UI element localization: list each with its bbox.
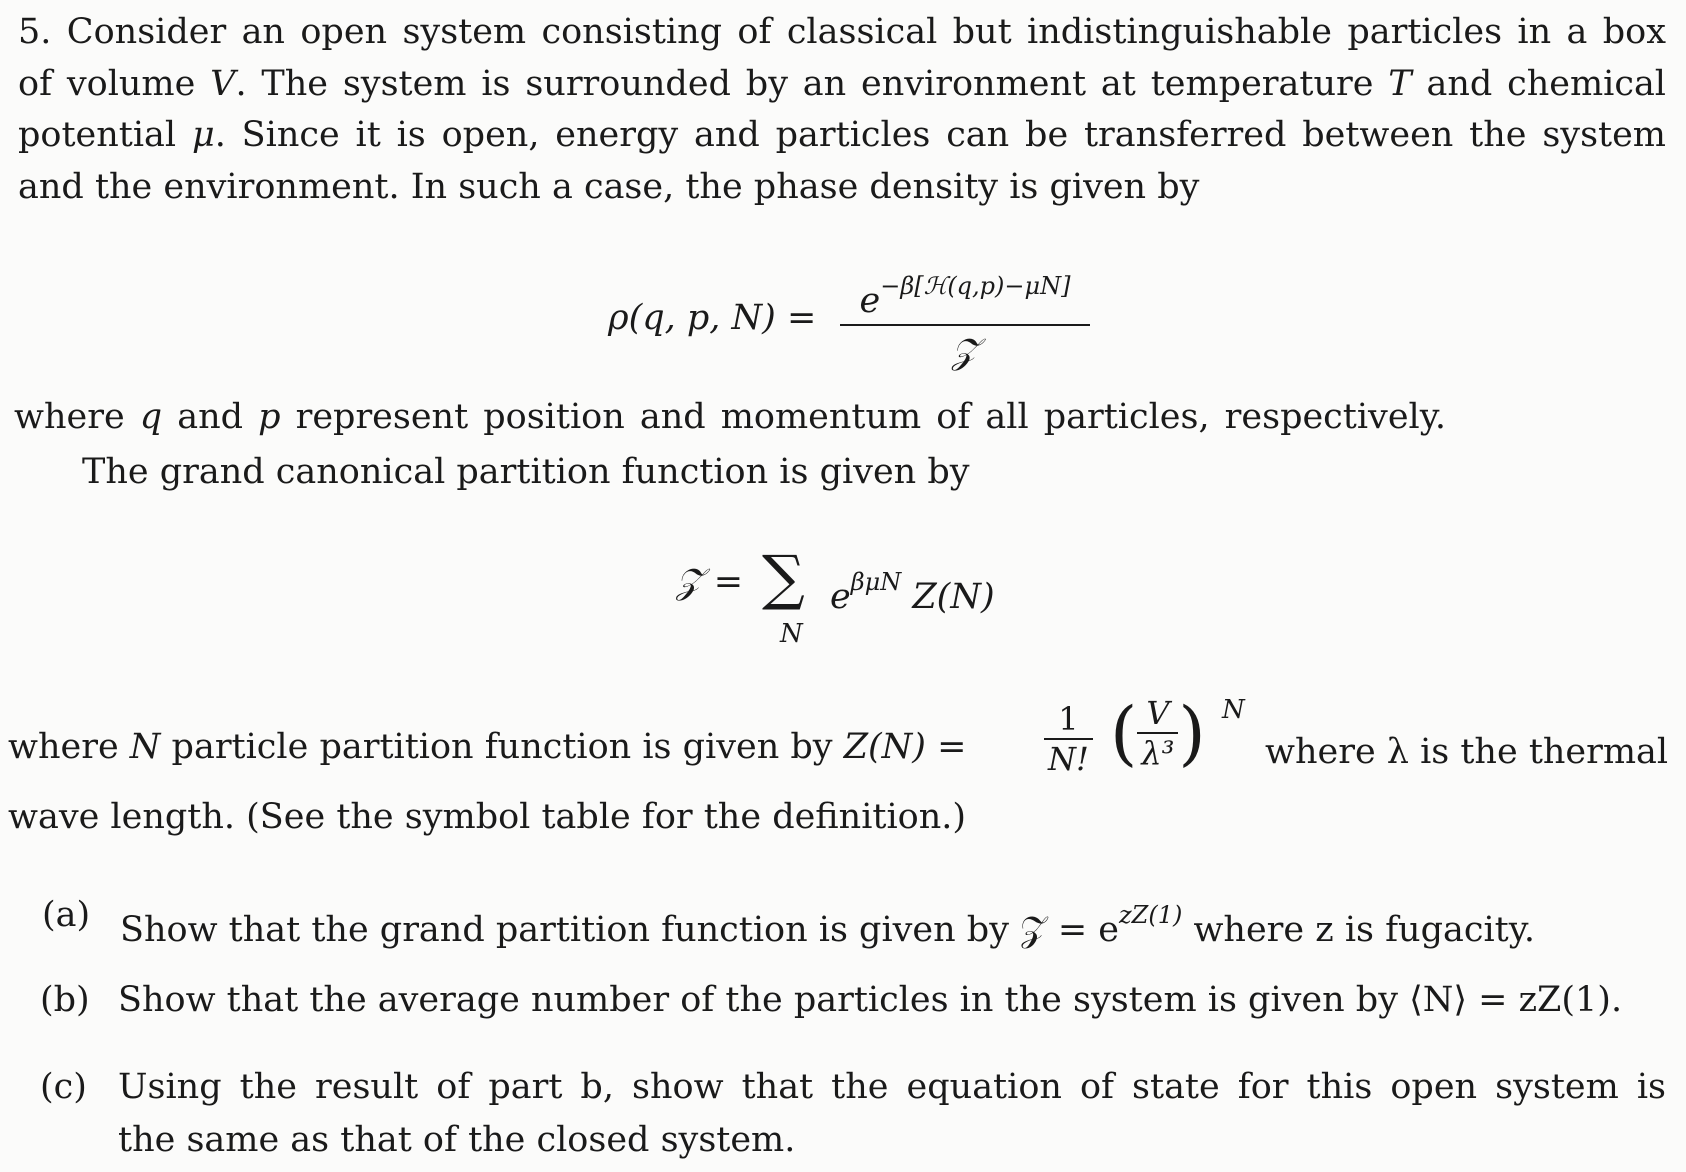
problem-line-5 — [14, 395, 1446, 439]
text: where — [14, 397, 140, 437]
text: where — [8, 727, 130, 767]
fraction-1-over-nfact — [1044, 700, 1093, 778]
text: and chemical — [1411, 64, 1666, 104]
sum-symbol: ∑ — [762, 543, 805, 613]
math-p: p — [258, 397, 281, 437]
part-b-text: Show that the average number of the particles in the system is given by ⟨N⟩ = zZ(1). — [118, 980, 1623, 1020]
problem-number: 5. — [18, 12, 52, 52]
math-t: T — [1388, 64, 1412, 104]
eq1-exponent: −β[ℋ(q,p)−μN] — [880, 272, 1071, 300]
eq1-base: e — [859, 281, 881, 321]
power-n: N — [1222, 695, 1245, 725]
text: particle partition function is given by — [160, 727, 844, 767]
fraction-bar — [840, 324, 1090, 326]
text: . The system is surrounded by an environment at temperature — [235, 64, 1389, 104]
problem-line-3 — [18, 113, 1666, 157]
text: represent position and momentum of all particles, respectively. — [280, 397, 1446, 437]
text: and — [162, 397, 259, 437]
part-c-label: (c) — [40, 1067, 87, 1107]
text: where z is fugacity. — [1182, 910, 1535, 950]
denominator: λ³ — [1141, 734, 1175, 772]
eq1-lhs: ρ(q, p, N) = — [608, 298, 817, 338]
numerator: V — [1137, 694, 1178, 734]
eq2-exponent: βμN — [850, 568, 902, 596]
exponent: zZ(1) — [1119, 901, 1183, 929]
text: of volume — [18, 64, 211, 104]
eq2-base: e — [830, 577, 851, 617]
problem-line-6: The grand canonical partition function is given by — [82, 452, 970, 492]
problem-line-8: wave length. (See the symbol table for the definition.) — [8, 797, 967, 837]
math-zn: Z(N) = — [843, 727, 967, 767]
denominator: N! — [1048, 740, 1089, 778]
text: . Since it is open, energy and particles can be transferred between the system — [214, 115, 1666, 155]
eq2-rhs: Z(N) — [912, 577, 995, 617]
math-q: q — [139, 397, 163, 437]
part-c-text-2: the same as that of the closed system. — [118, 1120, 796, 1160]
problem-line-7-end: where λ is the thermal — [1265, 732, 1669, 772]
problem-line-7 — [8, 725, 966, 769]
text: Using the result of part b, show that the equation of state for this open system is — [118, 1067, 1666, 1107]
eq2-lhs: 𝒵 = — [676, 562, 744, 602]
eq1-denominator: 𝒵 — [951, 332, 979, 372]
part-a-label: (a) — [42, 895, 91, 935]
text: Consider an open system consisting of classical but indistinguishable particles in a box — [66, 12, 1666, 52]
math-n: N — [129, 727, 161, 767]
problem-line-1 — [18, 10, 1666, 54]
part-b-label: (b) — [40, 980, 90, 1020]
eq2-term — [830, 560, 995, 619]
problem-line-4: and the environment. In such a case, the phase density is given by — [18, 167, 1200, 207]
numerator: 1 — [1044, 700, 1093, 740]
math-mu: μ — [191, 115, 215, 155]
sum-index: N — [780, 619, 803, 649]
eq1-numerator — [840, 264, 1090, 323]
text: potential — [18, 115, 192, 155]
fraction-v-over-lambda: ( $\frac{V}{\text{λ³}}$ ) — [1110, 692, 1206, 774]
text: Show that the grand partition function is given by 𝒵 = e — [120, 910, 1120, 950]
problem-line-2 — [18, 62, 1666, 106]
math-v: V — [210, 64, 236, 104]
part-c-text-1 — [118, 1065, 1666, 1109]
part-a-text — [120, 893, 1535, 952]
